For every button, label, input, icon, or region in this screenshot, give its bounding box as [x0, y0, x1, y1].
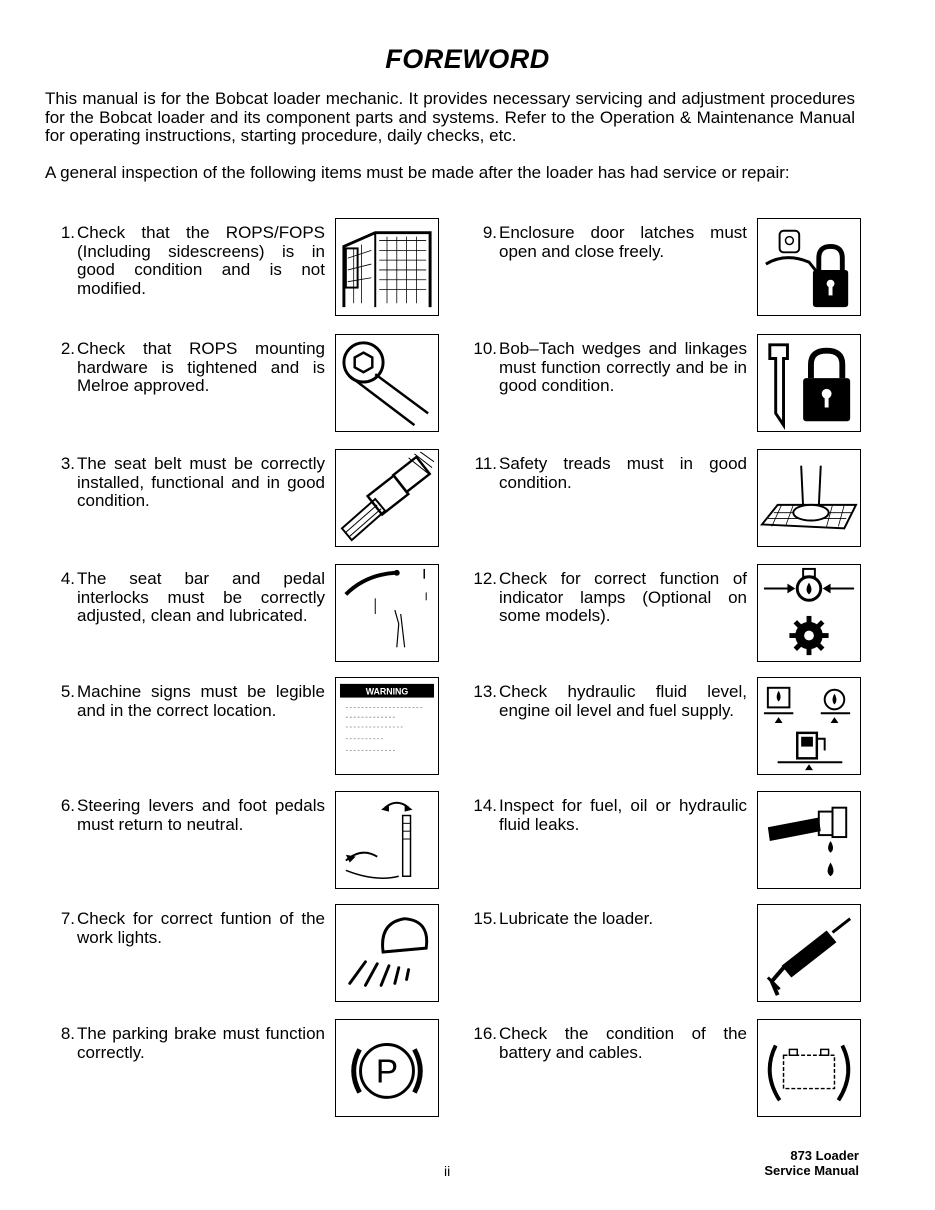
- footer-model: 873 Loader: [790, 1148, 859, 1163]
- item-number: 5.: [60, 682, 75, 701]
- item-text: Lubricate the loader.: [499, 909, 654, 928]
- checklist-item: [467, 564, 867, 674]
- item-number: 13.: [473, 682, 497, 701]
- seat-belt-icon: [335, 449, 439, 547]
- bob-tach-wedge-icon: [757, 334, 861, 432]
- checklist-item: [45, 791, 445, 901]
- footer-manual: Service Manual: [764, 1163, 859, 1178]
- seat-bar-icon: [335, 564, 439, 662]
- item-number: 9.: [482, 223, 497, 242]
- hose-leak-icon: [757, 791, 861, 889]
- item-number: 8.: [60, 1024, 75, 1043]
- item-text: Enclosure door latches must open and close freely.: [499, 223, 747, 261]
- work-light-icon: [335, 904, 439, 1002]
- safety-tread-icon: [757, 449, 861, 547]
- item-number: 1.: [60, 223, 75, 242]
- checklist-item: [45, 677, 445, 787]
- item-text: Check the condition of the battery and cables.: [499, 1024, 747, 1062]
- item-text: Safety treads must in good condition.: [499, 454, 747, 492]
- item-text: The seat belt must be correctly installed, functional and in good condition.: [77, 454, 325, 510]
- checklist-item: [467, 449, 867, 559]
- checklist-item: [467, 334, 867, 444]
- inspection-intro: A general inspection of the following items must be made after the loader has had service or repair:: [45, 163, 790, 182]
- parking-p-label: P: [375, 1053, 399, 1091]
- checklist-item: [467, 677, 867, 787]
- checklist-item: [45, 564, 445, 674]
- checklist-item: [467, 218, 867, 328]
- steering-lever-icon: [335, 791, 439, 889]
- checklist-item: [45, 449, 445, 559]
- checklist-item: [467, 791, 867, 901]
- item-number: 6.: [60, 796, 75, 815]
- battery-icon: [757, 1019, 861, 1117]
- item-number: 7.: [60, 909, 75, 928]
- door-latch-icon: [757, 218, 861, 316]
- checklist-item: [45, 334, 445, 444]
- item-number: 16.: [473, 1024, 497, 1043]
- item-text: Check that ROPS mounting hardware is tightened and is Melroe approved.: [77, 339, 325, 395]
- item-text: Machine signs must be legible and in the correct location.: [77, 682, 325, 720]
- item-text: Bob–Tach wedges and linkages must function correctly and be in good condition.: [499, 339, 747, 395]
- fluid-level-icon: [757, 677, 861, 775]
- checklist-item: [45, 218, 445, 328]
- page-number: ii: [444, 1163, 451, 1179]
- item-number: 12.: [473, 569, 497, 588]
- grease-gun-icon: [757, 904, 861, 1002]
- item-text: Check for correct funtion of the work lights.: [77, 909, 325, 947]
- item-text: The parking brake must function correctly.: [77, 1024, 325, 1062]
- item-number: 4.: [60, 569, 75, 588]
- checklist-item: [45, 904, 445, 1014]
- parking-brake-icon: [335, 1019, 439, 1117]
- item-number: 10.: [473, 339, 497, 358]
- item-number: 11.: [474, 454, 497, 473]
- item-text: Check hydraulic fluid level, engine oil level and fuel supply.: [499, 682, 747, 720]
- item-text: Steering levers and foot pedals must return to neutral.: [77, 796, 325, 834]
- intro-paragraph: This manual is for the Bobcat loader mechanic. It provides necessary servicing and adjustment procedures for the Bobcat loader and its component parts and systems. Refer to the Operation & Maintenance Manual for operating instructions, starting procedure, daily checks, etc.: [45, 89, 855, 145]
- checklist-item: [467, 1019, 867, 1129]
- item-number: 15.: [473, 909, 497, 928]
- page-title: FOREWORD: [385, 44, 550, 74]
- footer-manual-title: [764, 1148, 859, 1178]
- wrench-icon: [335, 334, 439, 432]
- indicator-lamp-icon: [757, 564, 861, 662]
- warning-sign-icon: [335, 677, 439, 775]
- item-number: 2.: [60, 339, 75, 358]
- item-text: Inspect for fuel, oil or hydraulic fluid leaks.: [499, 796, 747, 834]
- item-text: Check that the ROPS/FOPS (Including sidescreens) is in good condition and is not modified.: [77, 223, 325, 298]
- warning-label: WARNING: [365, 686, 409, 697]
- checklist-item: [45, 1019, 445, 1129]
- item-text: The seat bar and pedal interlocks must be correctly adjusted, clean and lubricated.: [77, 569, 325, 625]
- item-number: 3.: [60, 454, 75, 473]
- item-text: Check for correct function of indicator lamps (Optional on some models).: [499, 569, 747, 625]
- checklist-item: [467, 904, 867, 1014]
- item-number: 14.: [473, 796, 497, 815]
- rops-cab-icon: [335, 218, 439, 316]
